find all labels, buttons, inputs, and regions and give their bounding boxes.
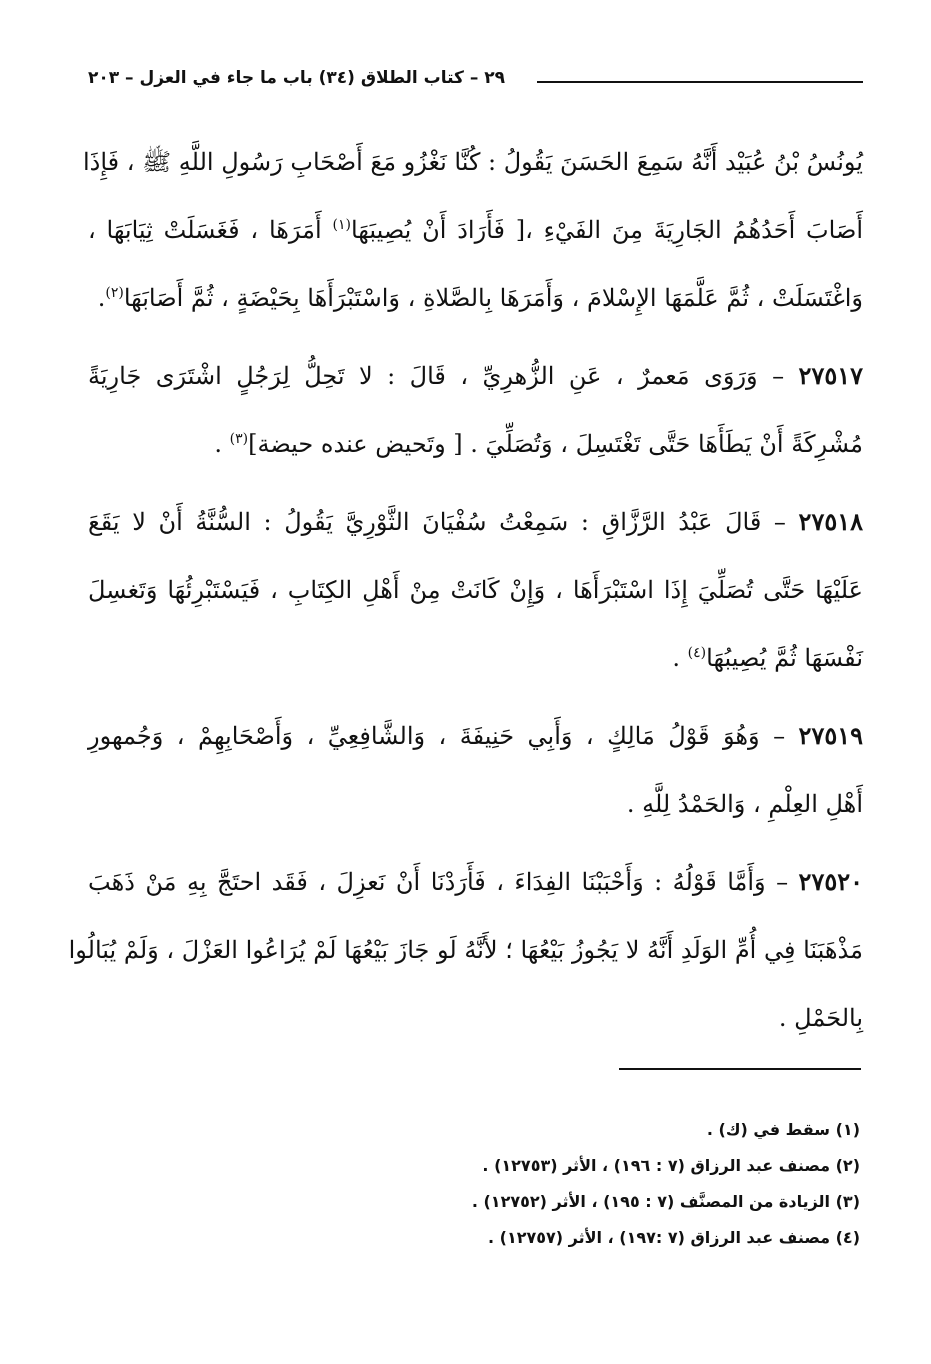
text-line: أَهْلِ العِلْمِ ، وَالحَمْدُ لِلَّهِ .	[626, 790, 863, 818]
text-line	[88, 196, 863, 264]
footnotes	[88, 1112, 860, 1256]
paragraph-number: ٢٧٥١٧	[798, 361, 863, 390]
footnote-ref: (٢)	[105, 285, 124, 301]
text-line: مَذْهَبَنَا فِي أُمِّ الوَلَدِ أَنَّهُ لا يَجُوزُ بَيْعُهَا ؛ لأَنَّهُ لَو جَازَ بَيْعُهَا لَمْ يُرَاعُوا العَزْلَ ، وَلَمْ يُبَالُوا	[68, 936, 863, 964]
period: .	[214, 430, 223, 458]
text-line: يُونُسُ بْنُ عُبَيْد أَنَّهُ سَمِعَ الحَسَنَ يَقُولُ : كُنَّا نَغْزُو مَعَ أَصْحَابِ رَسُولِ اللَّهِ ﷺ ، فَإِذَا	[83, 148, 863, 176]
paragraph-27520	[68, 848, 863, 1052]
text-segment: – وَهُوَ قَوْلُ مَالِكٍ ، وَأَبِي حَنِيفَةَ ، وَالشَّافِعِيِّ ، وَأَصْحَابِهِمْ ، وَجُمهورِ	[88, 722, 786, 750]
footnote-separator	[619, 1068, 861, 1070]
text-line: بِالحَمْلِ .	[778, 1004, 863, 1032]
period: .	[672, 644, 681, 672]
footnote-2: (٢) مصنف عبد الرزاق (٧ : ١٩٦) ، الأثر (١٢٧٥٣) .	[482, 1156, 860, 1175]
footnote-3: (٣) الزيادة من المصنَّف (٧ : ١٩٥) ، الأثر (١٢٧٥٢) .	[471, 1192, 860, 1211]
header-title: ٢٩ – كتاب الطلاق (٣٤) باب ما جاء في العزل – ٢٠٣	[88, 68, 506, 88]
main-text	[68, 128, 863, 1062]
paragraph-number: ٢٧٥٢٠	[798, 867, 863, 896]
paragraph-27517	[88, 342, 863, 478]
footnote-ref: (٤)	[687, 645, 707, 661]
text-segment: – وَأَمَّا قَوْلُهُ : وَأَحْبَبْنَا الفِدَاءَ ، فَأَرَدْنَا أَنْ نَعزِلَ ، فَقَد احتَجَّ بِهِ مَنْ ذَهَبَ	[88, 868, 789, 896]
text-segment: أَصَابَ أَحَدُهُمُ الجَارِيَةَ مِنَ الفَيْءِ ،[ فَأَرَادَ أَنْ يُصِيبَهَا	[350, 216, 863, 244]
text-segment: نَفْسَهَا ثُمَّ يُصِيبُهَا	[706, 644, 863, 672]
text-segment: – قَالَ عَبْدُ الرَّزَّاقِ : سَمِعْتُ سُفْيَانَ الثَّوْرِيَّ يَقُولُ : السُّنَّةُ أَنْ لا يَقَعَ	[88, 508, 786, 536]
text-line: عَلَيْهَا حَتَّى تُصَلِّيَ إِذَا اسْتَبْرَأَهَا ، وَإِنْ كَانَتْ مِنْ أَهْلِ الكِتَابِ ، فَيَسْتَبْرِئُهَا وَتَغسِلَ	[88, 576, 863, 604]
paragraph-number: ٢٧٥١٨	[798, 507, 863, 536]
text-segment: مُشْرِكَةً أَنْ يَطَأَهَا حَتَّى تَغْتَسِلَ ، وَتُصَلِّيَ . [ وتَحيض عنده حيضة]	[248, 430, 863, 458]
text-line	[88, 342, 863, 410]
running-header	[88, 58, 863, 98]
text-line	[88, 488, 863, 556]
footnote-1: (١) سقط في (ك) .	[706, 1120, 860, 1139]
paragraph-27519	[88, 702, 863, 838]
text-segment: – وَرَوَى مَعمرٌ ، عَنِ الزُّهرِيِّ ، قَالَ : لا تَحِلُّ لِرَجُلٍ اشْتَرَى جَارِيَةً	[88, 362, 785, 390]
paragraph-number: ٢٧٥١٩	[798, 721, 863, 750]
footnote-ref: (٣)	[229, 431, 249, 447]
text-line	[88, 702, 863, 770]
text-line	[88, 624, 863, 692]
text-line	[88, 848, 863, 916]
paragraph-1	[83, 128, 863, 332]
text-line	[88, 264, 863, 332]
paragraph-27518	[88, 488, 863, 692]
footnote-4: (٤) مصنف عبد الرزاق (٧ :١٩٧) ، الأثر (١٢٧٥٧) .	[488, 1228, 860, 1247]
text-segment: أَمَرَهَا ، فَغَسَلَتْ ثِيَابَهَا ،	[88, 216, 322, 244]
text-line	[88, 410, 863, 478]
footnote-ref: (١)	[332, 217, 351, 233]
text-segment: وَاغْتَسَلَتْ ، ثُمَّ عَلَّمَهَا الإِسْلامَ ، وَأَمَرَهَا بِالصَّلاةِ ، وَاسْتَبْرَأَهَا بِحَيْضَةٍ ، ثُمَّ أَصَابَهَا	[123, 284, 863, 312]
header-rule	[537, 81, 863, 83]
period: .	[97, 284, 106, 312]
